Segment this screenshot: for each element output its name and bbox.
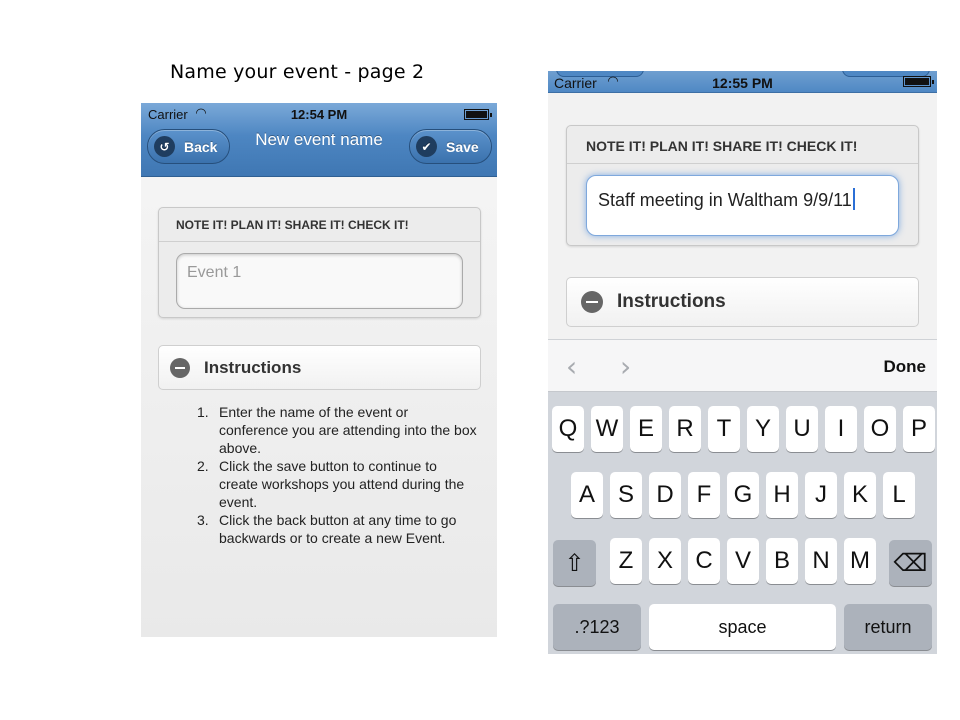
- carrier-label: Carrier: [148, 107, 188, 122]
- status-bar: [141, 103, 497, 125]
- key-s[interactable]: S: [610, 472, 642, 518]
- wifi-icon: ◠: [196, 105, 206, 120]
- minus-circle-icon: [170, 358, 190, 378]
- key-v[interactable]: V: [727, 538, 759, 584]
- page-title: New event name: [255, 130, 383, 149]
- numbers-key[interactable]: .?123: [553, 604, 641, 650]
- event-card: [566, 125, 919, 246]
- header-bar: [141, 103, 497, 177]
- key-d[interactable]: D: [649, 472, 681, 518]
- key-q[interactable]: Q: [552, 406, 584, 452]
- key-g[interactable]: G: [727, 472, 759, 518]
- backspace-key[interactable]: [889, 540, 932, 586]
- key-o[interactable]: O: [864, 406, 896, 452]
- save-button[interactable]: [409, 129, 492, 164]
- key-k[interactable]: K: [844, 472, 876, 518]
- keyboard-accessory-bar: [548, 339, 937, 392]
- key-i[interactable]: I: [825, 406, 857, 452]
- slide-title: Name your event - page 2: [170, 61, 425, 83]
- key-b[interactable]: B: [766, 538, 798, 584]
- list-item: [197, 511, 477, 547]
- keyboard: [548, 392, 937, 654]
- input-value: Staff meeting in Waltham 9/9/11: [598, 190, 852, 210]
- key-r[interactable]: R: [669, 406, 701, 452]
- space-key[interactable]: space: [649, 604, 836, 650]
- save-button-label: Save: [446, 138, 479, 155]
- right-phone-screen: [548, 71, 937, 654]
- key-h[interactable]: H: [766, 472, 798, 518]
- previous-field-icon[interactable]: ‹: [566, 350, 578, 383]
- step-text: Click the back button at any time to go backwards or to create a new Event.: [219, 512, 457, 546]
- key-w[interactable]: W: [591, 406, 623, 452]
- instructions-list: [197, 403, 477, 547]
- key-j[interactable]: J: [805, 472, 837, 518]
- key-t[interactable]: T: [708, 406, 740, 452]
- event-name-input[interactable]: Event 1: [176, 253, 463, 309]
- card-heading: NOTE IT! PLAN IT! SHARE IT! CHECK IT!: [567, 126, 918, 164]
- shift-icon: ⇧: [564, 549, 585, 577]
- card-heading: NOTE IT! PLAN IT! SHARE IT! CHECK IT!: [159, 208, 480, 242]
- key-m[interactable]: M: [844, 538, 876, 584]
- carrier-label: Carrier: [554, 75, 597, 91]
- header-bar: [548, 71, 937, 93]
- status-bar: [548, 71, 937, 93]
- return-key[interactable]: return: [844, 604, 932, 650]
- left-phone-screen: [141, 103, 497, 637]
- key-c[interactable]: C: [688, 538, 720, 584]
- key-p[interactable]: P: [903, 406, 935, 452]
- status-time: 12:54 PM: [290, 107, 348, 122]
- key-x[interactable]: X: [649, 538, 681, 584]
- key-y[interactable]: Y: [747, 406, 779, 452]
- instructions-label: Instructions: [617, 291, 726, 312]
- battery-icon: [464, 109, 489, 120]
- step-text: Click the save button to continue to create workshops you attend during the event.: [219, 458, 465, 510]
- key-n[interactable]: N: [805, 538, 837, 584]
- backspace-icon: ⌫: [893, 549, 928, 577]
- text-cursor: [853, 188, 855, 210]
- check-icon: ✔: [416, 136, 437, 157]
- minus-circle-icon: [581, 291, 603, 313]
- battery-icon: [903, 76, 931, 87]
- instructions-toggle[interactable]: [566, 277, 919, 327]
- event-card: [158, 207, 481, 318]
- step-number: 3.: [197, 512, 209, 528]
- key-u[interactable]: U: [786, 406, 818, 452]
- shift-key[interactable]: [553, 540, 596, 586]
- next-field-icon[interactable]: ›: [620, 350, 632, 383]
- step-number: 2.: [197, 458, 209, 474]
- step-number: 1.: [197, 404, 209, 420]
- list-item: [197, 457, 477, 511]
- key-z[interactable]: Z: [610, 538, 642, 584]
- status-time: 12:55 PM: [712, 75, 773, 91]
- instructions-label: Instructions: [204, 357, 302, 377]
- key-f[interactable]: F: [688, 472, 720, 518]
- instructions-toggle[interactable]: [158, 345, 481, 390]
- step-text: Enter the name of the event or conference you are attending into the box above.: [219, 404, 477, 456]
- key-e[interactable]: E: [630, 406, 662, 452]
- event-name-input[interactable]: [586, 175, 899, 236]
- done-button[interactable]: Done: [883, 357, 926, 376]
- back-arrow-icon: ↺: [154, 136, 175, 157]
- key-a[interactable]: A: [571, 472, 603, 518]
- key-l[interactable]: L: [883, 472, 915, 518]
- back-button-label: Back: [184, 138, 218, 155]
- list-item: [197, 403, 477, 457]
- wifi-icon: ◠: [608, 73, 618, 88]
- back-button[interactable]: [147, 129, 230, 164]
